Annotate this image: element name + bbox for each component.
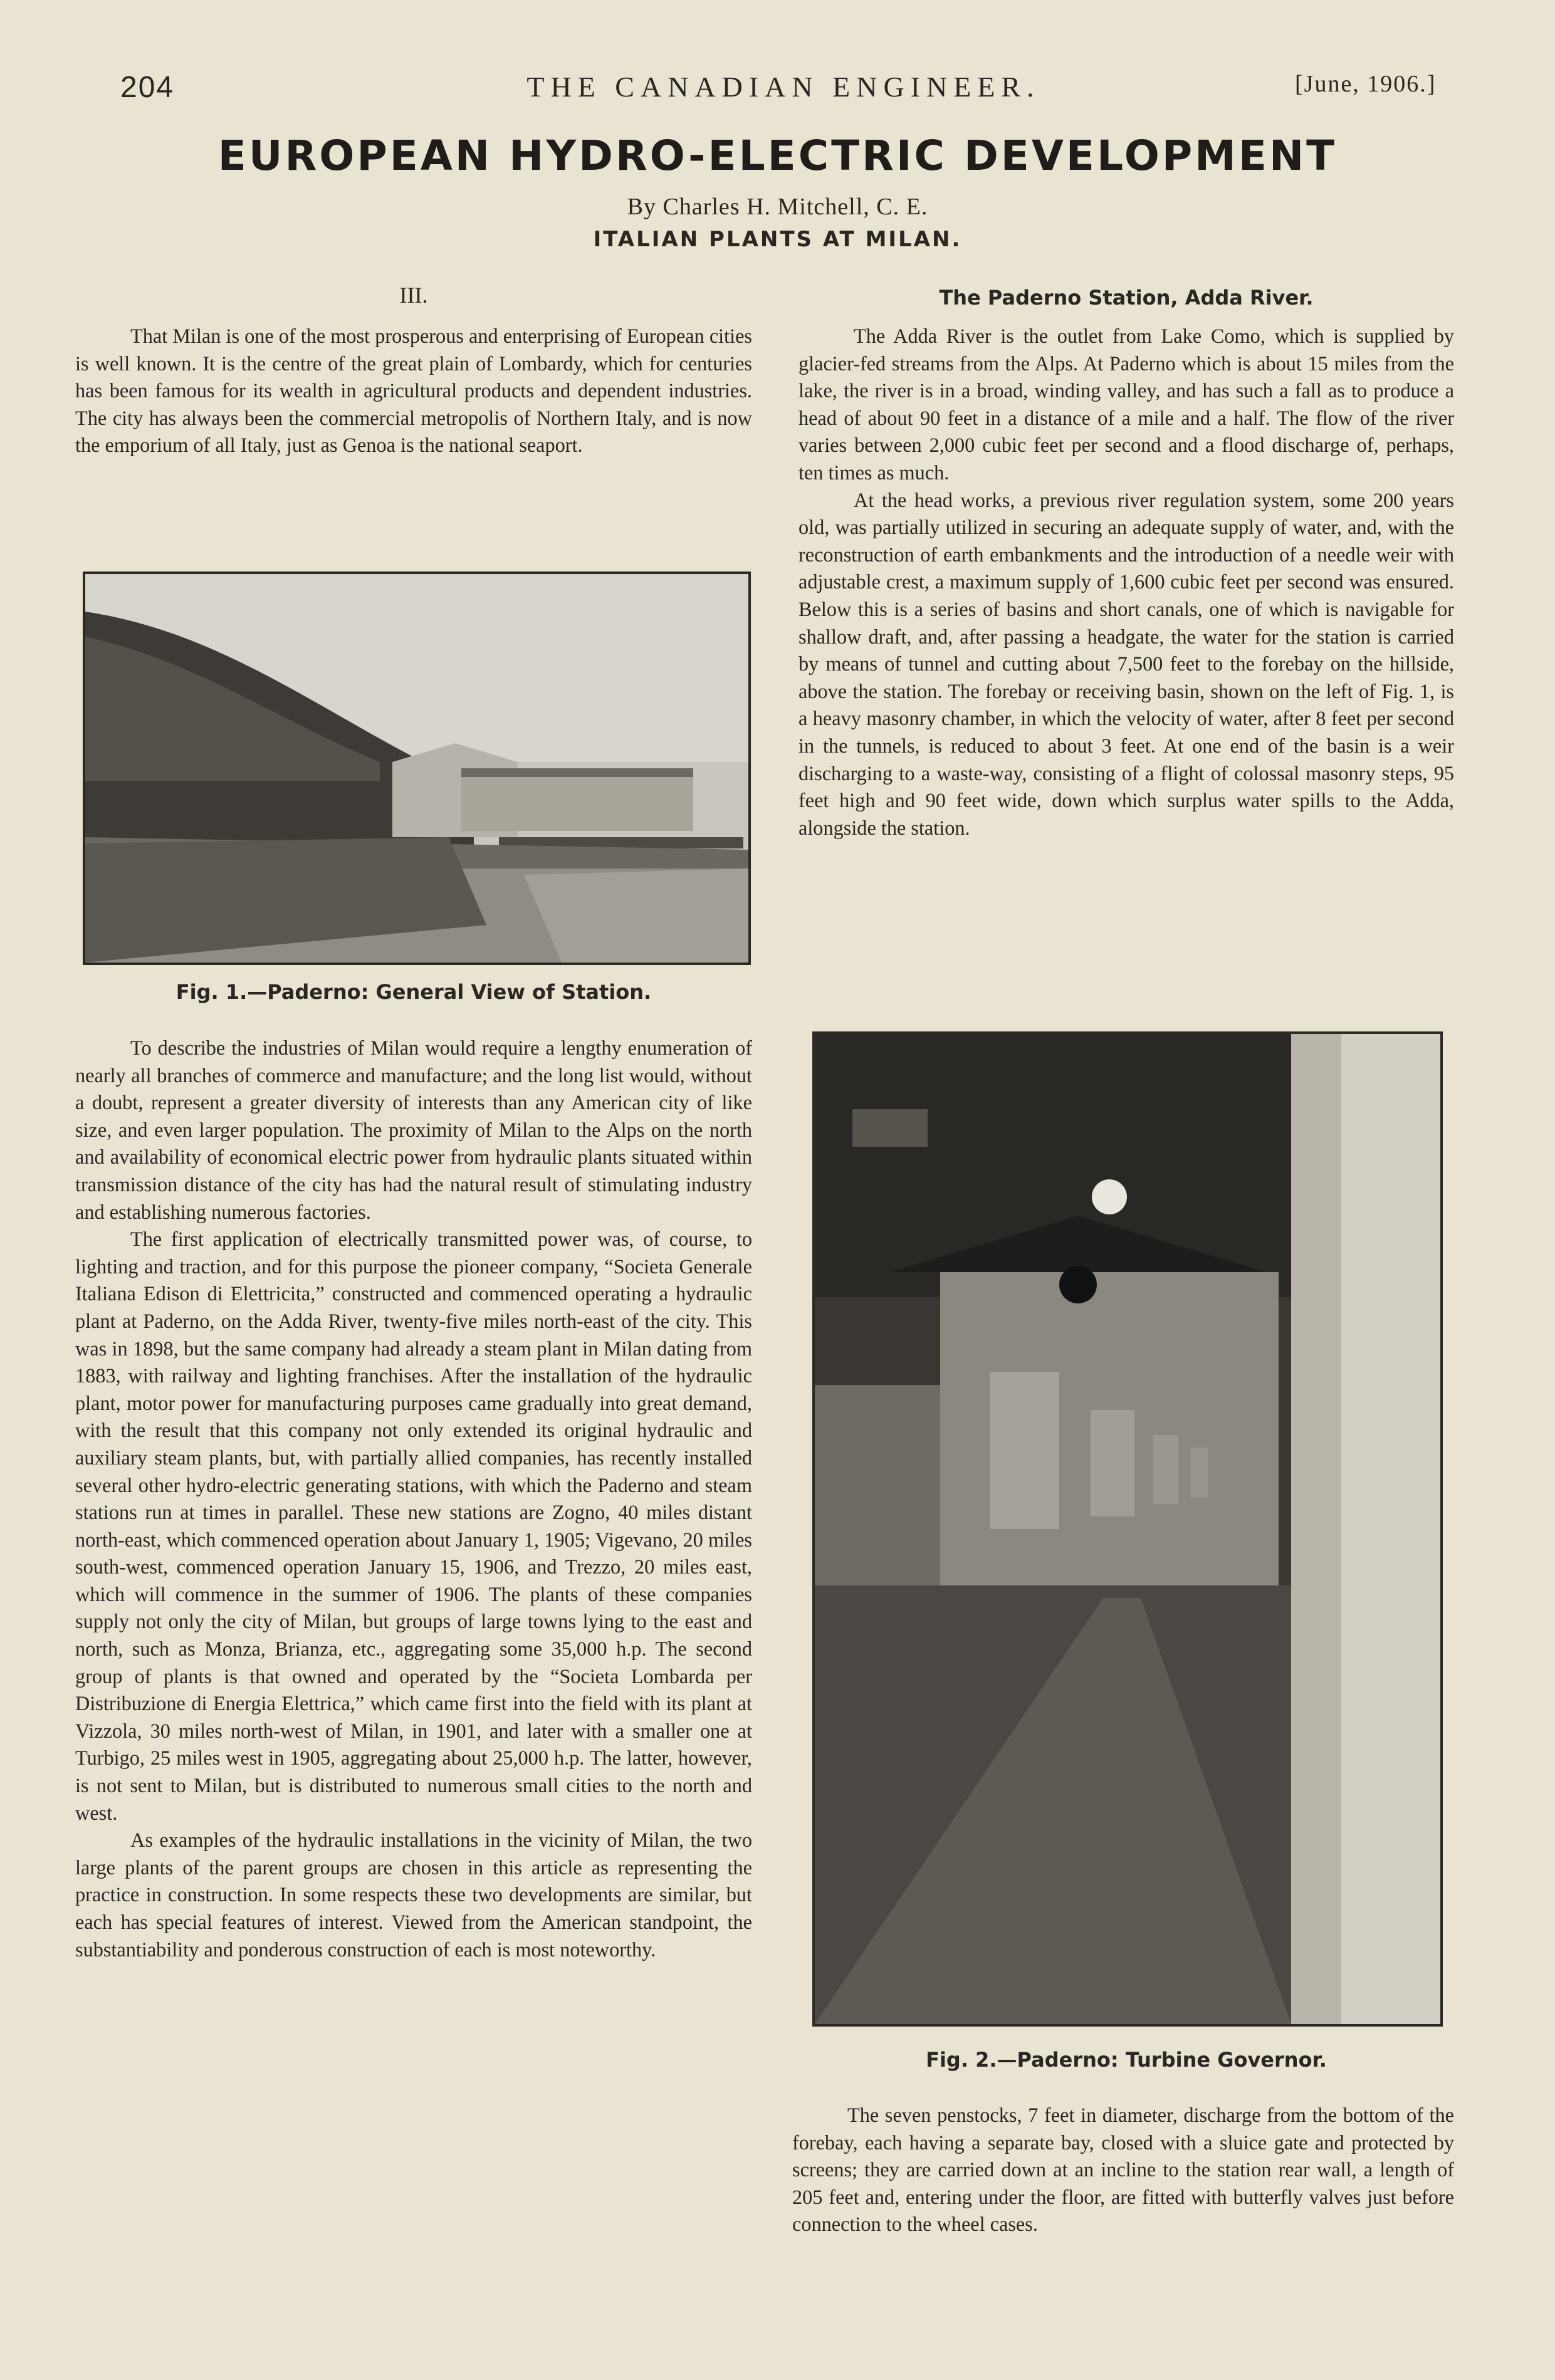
- right-body-text-bottom: [792, 2102, 1454, 2238]
- figure-2-caption: Fig. 2.—Paderno: Turbine Governor.: [926, 2048, 1327, 2072]
- section-heading-paderno: The Paderno Station, Adda River.: [939, 286, 1314, 310]
- byline: By Charles H. Mitchell, C. E.: [627, 194, 928, 220]
- intro-text: That Milan is one of the most prosperous and enterprising of European cities is well known. It is the centre of the great plain of Lombardy, which for centuries has been famous for its wealth in agricultural products and dependent industries. The city has always been the commercial metropolis of Northern Italy, and is now the emporium of all Italy, just as Genoa is the national seaport.: [75, 325, 752, 457]
- right-paragraph-1: The Adda River is the outlet from Lake Como, which is supplied by glacier-fed streams from the Alps. At Paderno which is about 15 miles from the lake, the river is in a broad, winding valley, and has such a fall as to produce a head of about 90 feet in a distance of a mile and a half. The flow of the river varies between 2,000 cubic feet per second and a flood discharge of, perhaps, ten times as much.: [798, 325, 1454, 484]
- figure-2-turbine-governor-photo: [812, 1031, 1443, 2027]
- issue-date: [June, 1906.]: [1295, 71, 1437, 97]
- article-subtitle: ITALIAN PLANTS AT MILAN.: [593, 227, 962, 252]
- section-number: III.: [399, 283, 428, 308]
- right-paragraph-2: At the head works, a previous river regulation system, some 200 years old, was partially utilized in securing an adequate supply of water, and, with the reconstruction of earth embankments and the introduction of a needle weir with adjustable crest, a maximum supply of 1,600 cubic feet per second was ensured. Below this is a series of basins and short canals, one of which is navigable for shallow draft, and, after passing a headgate, the water for the station is carried by means of tunnel and cutting about 7,500 feet to the forebay on the hillside, above the station. The forebay or receiving basin, shown on the left of Fig. 1, is a heavy masonry chamber, in which the velocity of water, after 8 feet per second in the tunnels, is reduced to about 3 feet. At one end of the basin is a weir discharging to a waste-way, consisting of a flight of colossal masonry steps, 95 feet high and 90 feet wide, down which surplus water spills to the Adda, alongside the station.: [798, 488, 1454, 839]
- article-title: EUROPEAN HYDRO-ELECTRIC DEVELOPMENT: [217, 132, 1338, 180]
- left-paragraph-1: To describe the industries of Milan would require a lengthy enumeration of nearly all branches of commerce and manufacture; and the long list would, without a doubt, represent a greater diversity of interests than any American city of like size, and even larger population. The proximity of Milan to the Alps on the north and availability of economical electric power from hydraulic plants situated within transmission distance of the city has had the natural result of stimulating industry and establishing numerous factories.: [75, 1036, 752, 1223]
- left-body-text: [75, 1035, 752, 1963]
- figure-1-caption: Fig. 1.—Paderno: General View of Station.: [175, 980, 652, 1004]
- right-body-text-top: [798, 323, 1454, 842]
- page-number: 204: [120, 71, 175, 104]
- left-paragraph-3: As examples of the hydraulic installations in the vicinity of Milan, the two large plants of the parent groups are chosen in this article as representing the practice in construction. In some respects these two developments are similar, but each has special features of interest. Viewed from the American standpoint, the substantiability and ponderous construction of each is most noteworthy.: [75, 1829, 752, 1961]
- journal-title: THE CANADIAN ENGINEER.: [526, 71, 1040, 103]
- right-paragraph-3: The seven penstocks, 7 feet in diameter, discharge from the bottom of the forebay, each having a separate bay, closed with a sluice gate and protected by screens; they are carried down at an incline to the station rear wall, a length of 205 feet and, entering under the floor, are fitted with butterfly valves just before connection to the wheel cases.: [792, 2104, 1454, 2236]
- figure-1-general-view-photo: [83, 572, 751, 965]
- left-paragraph-2: The first application of electrically transmitted power was, of course, to lighting and traction, and for this purpose the pioneer company, “Societa Generale Italiana Edison di Elettricita,” constructed and commenced operating a hydraulic plant at Paderno, on the Adda River, twenty-five miles north-east of the city. This was in 1898, but the same company had already a steam plant in Milan dating from 1883, with railway and lighting franchises. After the installation of the hydraulic plant, motor power for manufacturing purposes came gradually into great demand, with the result that this company not only extended its original hydraulic and auxiliary steam plants, but, with partially allied companies, has recently installed several other hydro-electric generating stations, with which the Paderno and steam stations run at times in parallel. These new stations are Zogno, 40 miles distant north-east, which commenced operation about January 1, 1905; Vigevano, 20 miles south-west, commenced operation January 15, 1906, and Trezzo, 20 miles east, which will commence in the summer of 1906. The plants of these companies supply not only the city of Milan, but groups of large towns lying to the east and north, such as Monza, Brianza, etc., aggregating some 35,000 h.p. The second group of plants is that owned and operated by the “Societa Lombarda per Distribuzione di Energia Elettrica,” which came first into the field with its plant at Vizzola, 30 miles north-west of Milan, in 1901, and later with a smaller one at Turbigo, 25 miles west in 1905, aggregating about 25,000 h.p. The latter, however, is not sent to Milan, but is distributed to numerous small cities to the north and west.: [75, 1228, 752, 1824]
- intro-paragraph: [75, 323, 752, 459]
